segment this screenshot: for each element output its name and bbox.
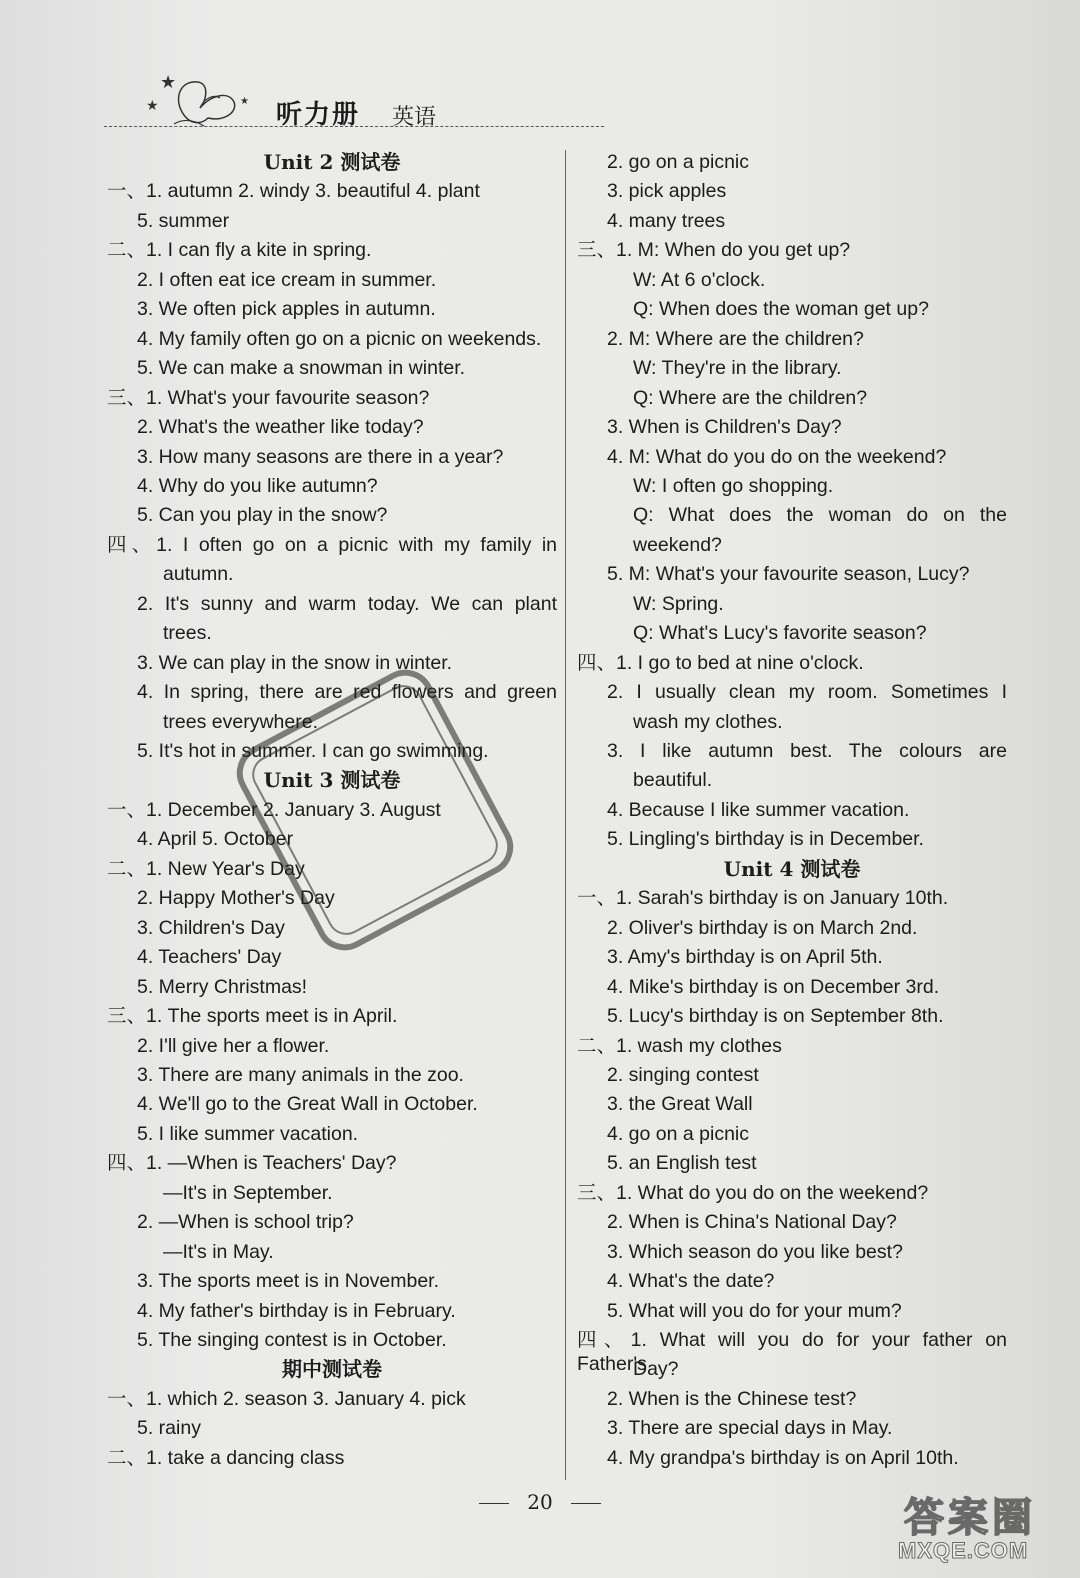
answer-line: 5. rainy [137,1417,201,1440]
answer-line: 4. My family often go on a picnic on weekends. [137,327,542,350]
answer-line: 2. —When is school trip? [137,1211,354,1234]
answer-line: 3. How many seasons are there in a year? [137,445,504,468]
answer-line: 3. I like autumn best. The colours are [607,740,1007,762]
answer-line: 5. What will you do for your mum? [607,1299,902,1322]
answer-line: 5. I like summer vacation. [137,1122,359,1145]
answer-line: —It's in September. [163,1181,333,1204]
answer-line: weekend? [633,533,722,556]
answer-line: 2. Happy Mother's Day [137,887,335,910]
answer-line: 2. It's sunny and warm today. We can plant [137,592,557,615]
answer-line: 5. We can make a snowman in winter. [137,357,466,380]
footer-dash-left [479,1503,509,1504]
answer-line: 4. In spring, there are red flowers and green [137,681,557,704]
answer-line: 3. When is Children's Day? [607,416,842,439]
header-rule [104,126,604,127]
answer-line: Q: What does the woman do on the [633,504,1007,527]
answer-line: 3. Children's Day [137,916,285,939]
svg-text:★: ★ [146,97,159,113]
answer-line: 3. We can play in the snow in winter. [137,651,453,674]
answer-line: 5. It's hot in summer. I can go swimming. [137,740,489,762]
answer-line: —It's in May. [163,1240,274,1263]
section-heading: 期中测试卷 [282,1357,382,1382]
answer-line: 2. I'll give her a flower. [137,1034,330,1057]
answer-line: 5. an English test [607,1152,757,1175]
answer-line: W: At 6 o'clock. [633,268,766,291]
book-title: 听力册 [276,100,361,130]
answer-line: 2. go on a picnic [607,151,750,173]
answer-line: Q: When does the woman get up? [633,298,929,321]
answer-line: 4. My father's birthday is in February. [137,1299,456,1322]
page-header [104,66,604,130]
answer-line: 4. Why do you like autumn? [137,474,378,497]
answer-line: trees. [163,622,212,645]
answer-line: 一、1. autumn 2. windy 3. beautiful 4. plant [107,180,480,203]
answer-line: 三、1. What's your favourite season? [107,386,430,409]
answer-line: 2. Oliver's birthday is on March 2nd. [607,916,918,939]
answer-line: beautiful. [633,769,713,792]
answer-line: 4. We'll go to the Great Wall in October. [137,1093,478,1116]
watermark-url: MXQE.COM [898,1538,1029,1563]
watermark-cn: 答案圈 [904,1496,1036,1540]
answer-line: 一、1. which 2. season 3. January 4. pick [107,1387,466,1410]
answer-line: 3. We often pick apples in autumn. [137,298,436,321]
answer-line: 二、1. take a dancing class [107,1446,345,1469]
answer-line: 4. many trees [607,209,726,232]
answer-line: 四、1. I go to bed at nine o'clock. [577,651,864,674]
answer-line: 四、1. I often go on a picnic with my family in [107,533,557,556]
answer-line: 二、1. I can fly a kite in spring. [107,239,372,262]
answer-line: Q: What's Lucy's favorite season? [633,622,927,645]
svg-text:★: ★ [240,96,249,107]
answer-line: 5. summer [137,209,230,232]
answer-line: Q: Where are the children? [633,386,868,409]
answer-line: 2. singing contest [607,1063,759,1086]
answer-line: 4. M: What do you do on the weekend? [607,445,947,468]
answer-line: 3. Which season do you like best? [607,1240,903,1263]
answer-line: W: I often go shopping. [633,474,834,497]
answer-line: 2. What's the weather like today? [137,416,424,439]
answer-line: 2. M: Where are the children? [607,327,864,350]
site-watermark [890,1482,1070,1572]
butterfly-star-logo [144,68,254,128]
answer-line: 5. Lingling's birthday is in December. [607,828,924,851]
answer-line: 2. When is China's National Day? [607,1211,897,1234]
answer-line: 2. When is the Chinese test? [607,1387,857,1410]
answer-line: 一、1. Sarah's birthday is on January 10th. [577,887,949,910]
answer-line: 2. I usually clean my room. Sometimes I [607,681,1007,704]
answer-line: 4. What's the date? [607,1270,775,1293]
answer-line: W: Spring. [633,592,724,615]
answer-line: 三、1. M: When do you get up? [577,239,851,262]
answer-line: 3. the Great Wall [607,1093,753,1116]
answer-line: 二、1. New Year's Day [107,857,305,880]
column-divider [565,150,566,1480]
answer-line: Day? [633,1358,679,1381]
answer-line: 四、1. —When is Teachers' Day? [107,1152,397,1175]
answer-line: 5. Merry Christmas! [137,975,308,998]
section-heading: Unit 4 测试卷 [723,856,861,881]
answer-line: 4. April 5. October [137,828,294,851]
answer-line: 四、1. What will you do for your father on Father's [577,1329,1007,1375]
answer-line: 3. pick apples [607,180,727,203]
answer-line: 5. The singing contest is in October. [137,1329,447,1351]
answer-line: 4. go on a picnic [607,1122,750,1145]
answer-line: 5. Can you play in the snow? [137,504,388,527]
answer-line: 一、1. December 2. January 3. August [107,798,441,821]
footer-dash-right [571,1503,601,1504]
answer-line: 3. Amy's birthday is on April 5th. [607,946,883,969]
answer-line: 3. There are special days in May. [607,1417,893,1440]
answer-line: 4. Because I like summer vacation. [607,798,910,821]
answer-line: 二、1. wash my clothes [577,1034,782,1057]
svg-text:★: ★ [160,72,177,92]
answer-line: 4. Teachers' Day [137,946,282,969]
answer-line: 5. Lucy's birthday is on September 8th. [607,1005,944,1028]
answer-line: wash my clothes. [633,710,783,733]
answer-line: autumn. [163,563,234,586]
answer-line: 三、1. What do you do on the weekend? [577,1181,929,1204]
answer-line: 3. There are many animals in the zoo. [137,1063,464,1086]
answer-line: W: They're in the library. [633,357,842,380]
answer-line: trees everywhere. [163,710,318,733]
answer-line: 3. The sports meet is in November. [137,1270,440,1293]
answer-line: 4. Mike's birthday is on December 3rd. [607,975,940,998]
answer-line: 三、1. The sports meet is in April. [107,1005,398,1028]
page-number: 20 [527,1490,553,1514]
subject-label: 英语 [392,105,437,130]
section-heading: Unit 3 测试卷 [263,768,401,793]
section-heading: Unit 2 测试卷 [263,150,401,174]
answer-line: 2. I often eat ice cream in summer. [137,268,437,291]
answer-line: 5. M: What's your favourite season, Lucy? [607,563,970,586]
answer-line: 4. My grandpa's birthday is on April 10th. [607,1446,959,1469]
